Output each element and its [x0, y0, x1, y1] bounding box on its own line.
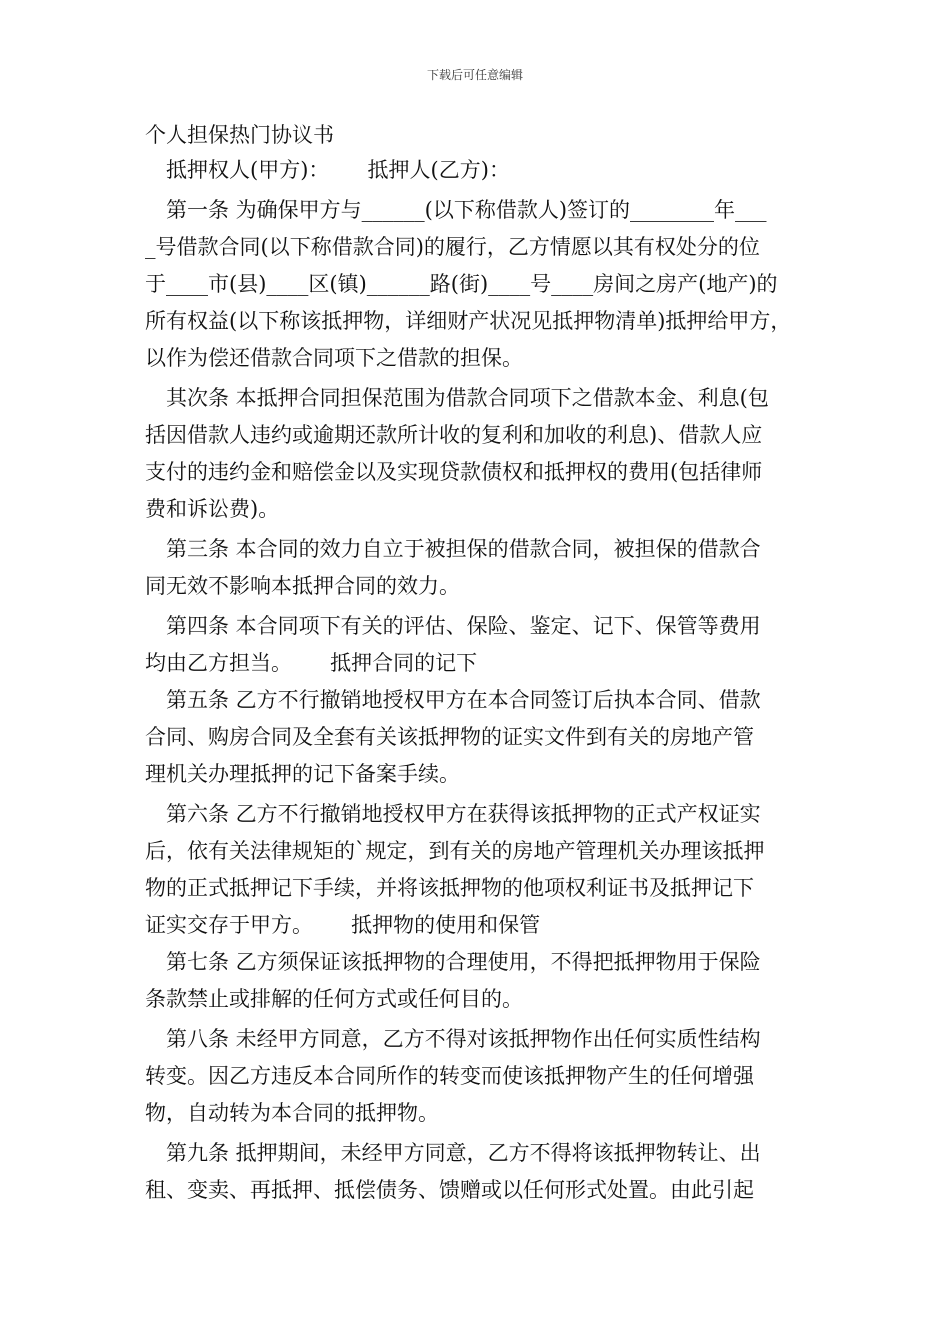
- paragraph-line: 第四条 本合同项下有关的评估、保险、鉴定、记下、保管等费用: [166, 614, 761, 638]
- page-header-note: 下载后可任意编辑: [426, 68, 523, 82]
- paragraph-line: 第一条 为确保甲方与______(以下称借款人)签订的________年___: [166, 198, 767, 222]
- paragraph-line: 合同、购房合同及全套有关该抵押物的证实文件到有关的房地产管: [145, 725, 754, 749]
- paragraph-line: 同无效不影响本抵押合同的效力。: [145, 574, 460, 598]
- paragraph-line: 支付的违约金和赔偿金以及实现贷款债权和抵押权的费用(包括律师: [145, 460, 763, 484]
- article-8: [145, 1021, 810, 1132]
- document-title: 个人担保热门协议书: [145, 123, 334, 147]
- paragraph-line: 条款禁止或排解的任何方式或任何目的。: [145, 987, 523, 1011]
- article-3: [145, 531, 810, 605]
- paragraph-line: 理机关办理抵押的记下备案手续。: [145, 762, 460, 786]
- paragraph-line: 均由乙方担当。 抵押合同的记下: [145, 651, 478, 675]
- paragraph-line: 所有权益(以下称该抵押物，详细财产状况见抵押物清单)抵押给甲方，: [145, 309, 792, 333]
- paragraph-line: 后，依有关法律规矩的`规定，到有关的房地产管理机关办理该抵押: [145, 839, 765, 863]
- paragraph-line: 第六条 乙方不行撤销地授权甲方在获得该抵押物的正式产权证实: [166, 802, 761, 826]
- parties-line: 抵押权人(甲方)： 抵押人(乙方)：: [166, 158, 510, 182]
- paragraph-line: 括因借款人违约或逾期还款所计收的复利和加收的利息)、借款人应: [145, 423, 763, 447]
- paragraph-line: 租、变卖、再抵押、抵偿债务、馈赠或以任何形式处置。由此引起: [145, 1178, 754, 1202]
- paragraph-line: 转变。因乙方违反本合同所作的转变而使该抵押物产生的任何增强: [145, 1064, 754, 1088]
- article-9: [145, 1135, 810, 1209]
- paragraph-line: 以作为偿还借款合同项下之借款的担保。: [145, 346, 523, 370]
- document-body: [145, 118, 810, 1209]
- article-1: [145, 192, 810, 377]
- paragraph-line: 第五条 乙方不行撤销地授权甲方在本合同签订后执本合同、借款: [166, 688, 761, 712]
- article-4: [145, 608, 810, 682]
- article-7: [145, 944, 810, 1018]
- article-6: [145, 796, 810, 944]
- article-2: [145, 380, 810, 528]
- paragraph-line: 物，自动转为本合同的抵押物。: [145, 1101, 439, 1125]
- paragraph-line: 第三条 本合同的效力自立于被担保的借款合同，被担保的借款合: [166, 537, 761, 561]
- paragraph-line: 其次条 本抵押合同担保范围为借款合同项下之借款本金、利息(包: [166, 386, 769, 410]
- paragraph-line: 于____市(县)____区(镇)______路(街)____号____房间之房产(地产)的: [145, 272, 778, 296]
- paragraph-line: 第七条 乙方须保证该抵押物的合理使用，不得把抵押物用于保险: [166, 950, 761, 974]
- paragraph-line: 物的正式抵押记下手续，并将该抵押物的他项权利证书及抵押记下: [145, 876, 754, 900]
- paragraph-line: 第八条 未经甲方同意，乙方不得对该抵押物作出任何实质性结构: [166, 1027, 761, 1051]
- article-5: [145, 682, 810, 793]
- paragraph-line: 证实交存于甲方。 抵押物的使用和保管: [145, 913, 541, 937]
- paragraph-line: _号借款合同(以下称借款合同)的履行，乙方情愿以其有权处分的位: [145, 235, 760, 259]
- paragraph-line: 费和诉讼费)。: [145, 497, 280, 521]
- paragraph-line: 第九条 抵押期间，未经甲方同意，乙方不得将该抵押物转让、出: [166, 1141, 761, 1165]
